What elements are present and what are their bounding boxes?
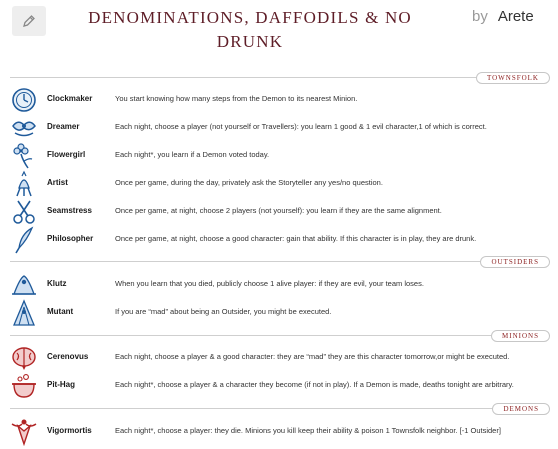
character-ability: Each night*, you learn if a Demon voted today.: [115, 150, 270, 159]
character-name: Philosopher: [47, 234, 94, 243]
section-label-minions: MINIONS: [491, 330, 550, 342]
quill-icon: [11, 226, 37, 254]
character-ability: Once per game, at night, choose a good character: gain that ability. If this character is in play, they are drunk.: [115, 234, 477, 243]
by-label: by: [472, 8, 488, 25]
character-ability: You start knowing how many steps from the Demon to its nearest Minion.: [115, 94, 358, 103]
character-ability: When you learn that you died, publicly choose 1 alive player: if they are evil, your team loses.: [115, 279, 424, 288]
title-line-1: DENOMINATIONS, DAFFODILS & NO: [88, 8, 412, 27]
character-ability: Once per game, during the day, privately ask the Storyteller any yes/no question.: [115, 178, 383, 187]
section-header-outsiders: [10, 256, 550, 268]
character-name: Pit-Hag: [47, 380, 75, 389]
flower-icon: [11, 142, 37, 170]
section-label-townsfolk: TOWNSFOLK: [476, 72, 550, 84]
character-ability: Each night, choose a player & a good character: they are “mad” they are this character tomorrow,or might be executed.: [115, 352, 510, 361]
section-header-demons: [10, 403, 550, 415]
character-ability: Each night*, choose a player & a character they become (if not in play). If a Demon is made, deaths tonight are arbitrary.: [115, 380, 514, 389]
section-header-townsfolk: [10, 72, 550, 84]
cauldron-icon: [10, 373, 38, 399]
character-name: Seamstress: [47, 206, 92, 215]
character-name: Clockmaker: [47, 94, 93, 103]
character-row-cerenovus[interactable]: [10, 344, 550, 370]
character-row-dreamer[interactable]: [10, 114, 550, 140]
character-row-clockmaker[interactable]: [10, 86, 550, 112]
character-name: Klutz: [47, 279, 67, 288]
character-row-philosopher[interactable]: [10, 226, 550, 252]
character-name: Artist: [47, 178, 68, 187]
section-label-demons: DEMONS: [492, 403, 550, 415]
clock-icon: [11, 87, 37, 113]
character-name: Mutant: [47, 307, 74, 316]
script-title: [60, 6, 440, 54]
character-name: Vigormortis: [47, 426, 92, 435]
character-name: Dreamer: [47, 122, 80, 131]
character-name: Cerenovus: [47, 352, 89, 361]
character-row-seamstress[interactable]: [10, 198, 550, 224]
mutant-icon: [10, 299, 38, 327]
pencil-icon: [22, 14, 36, 28]
paintbrush-icon: [11, 170, 37, 198]
author-byline: [472, 8, 534, 25]
klutz-icon: [10, 272, 38, 298]
divider: [10, 77, 550, 78]
section-header-minions: [10, 330, 550, 342]
section-label-outsiders: OUTSIDERS: [480, 256, 550, 268]
character-name: Flowergirl: [47, 150, 86, 159]
brain-icon: [10, 345, 38, 371]
edit-button[interactable]: [12, 6, 46, 36]
character-row-pit-hag[interactable]: [10, 372, 550, 398]
divider: [10, 408, 550, 409]
character-ability: If you are “mad” about being an Outsider, you might be executed.: [115, 307, 332, 316]
title-line-2: DRUNK: [216, 32, 284, 51]
character-row-artist[interactable]: [10, 170, 550, 196]
character-ability: Once per game, at night, choose 2 players (not yourself): you learn if they are the same alignment.: [115, 206, 442, 215]
character-row-klutz[interactable]: [10, 271, 550, 297]
character-row-vigormortis[interactable]: [10, 418, 550, 444]
character-row-flowergirl[interactable]: [10, 142, 550, 168]
character-ability: Each night*, choose a player: they die. Minions you kill keep their ability & poison 1 Townsfolk neighbor. [-1 Outsider]: [115, 426, 501, 435]
character-row-mutant[interactable]: [10, 299, 550, 325]
divider: [10, 261, 550, 262]
character-ability: Each night, choose a player (not yourself or Travellers): you learn 1 good & 1 evil character,1 of which is correct.: [115, 122, 487, 131]
divider: [10, 335, 550, 336]
scissors-icon: [11, 198, 37, 226]
dreamer-icon: [10, 116, 38, 140]
author-name: Arete: [497, 8, 534, 25]
vigormortis-icon: [10, 418, 38, 446]
